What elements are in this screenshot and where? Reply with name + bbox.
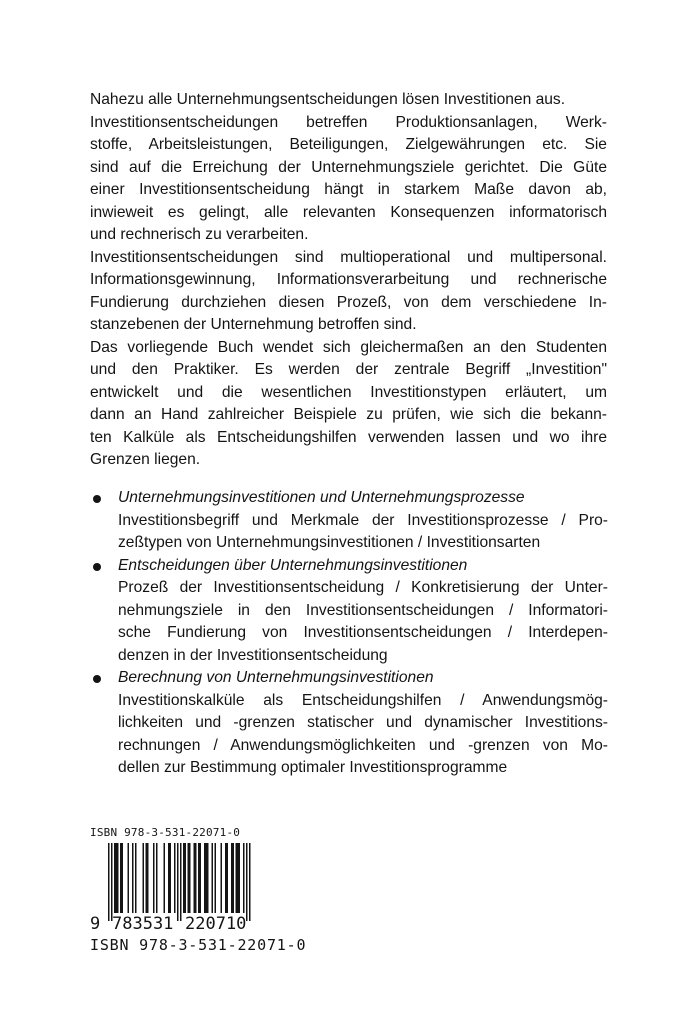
barcode-bar bbox=[177, 843, 179, 921]
barcode-bar bbox=[225, 843, 227, 913]
barcode-digits-group2: 220710 bbox=[185, 914, 247, 934]
barcode-bar bbox=[180, 843, 182, 921]
topic-line: zeßtypen von Unternehmungsinvestitionen / Investitionsarten bbox=[118, 534, 541, 551]
barcode-bar bbox=[246, 843, 248, 921]
barcode-bar bbox=[128, 843, 130, 913]
barcode-bar bbox=[114, 843, 116, 913]
barcode-block bbox=[90, 826, 290, 936]
list-item bbox=[90, 667, 608, 780]
barcode-bar bbox=[227, 843, 229, 913]
barcode-bar bbox=[221, 843, 223, 913]
barcode-bar bbox=[212, 843, 214, 913]
intro-line: einer Investitionsentscheidung hängt in starkem Maße davon ab, bbox=[90, 181, 607, 198]
topic-list bbox=[90, 487, 608, 780]
barcode-bar bbox=[156, 843, 158, 913]
topic-title: Entscheidungen über Unternehmungsinvestitionen bbox=[118, 556, 468, 574]
topic-line: Prozeß der Investitionsentscheidung / Konkretisierung der Unter- bbox=[118, 579, 608, 596]
barcode-digits-group1: 783531 bbox=[112, 914, 174, 934]
intro-line: dann an Hand zahlreicher Beispiele zu prüfen, wie sich die bekann- bbox=[90, 406, 607, 423]
barcode-bar bbox=[174, 843, 176, 913]
barcode-bar bbox=[117, 843, 119, 913]
barcode-bar bbox=[233, 843, 235, 913]
list-item bbox=[90, 487, 608, 555]
barcode-bar bbox=[200, 843, 202, 913]
barcode-bar bbox=[195, 843, 197, 913]
topic-line: lichkeiten und -grenzen statischer und dynamischer Investitions- bbox=[118, 714, 608, 731]
barcode-bar bbox=[185, 843, 187, 913]
topic-title: Berechnung von Unternehmungsinvestitionen bbox=[118, 669, 434, 686]
barcode-bar bbox=[108, 843, 110, 921]
barcode-bar bbox=[207, 843, 209, 913]
intro-line: und rechnerisch zu verarbeiten. bbox=[90, 226, 309, 243]
intro-line: Informationsgewinnung, Informationsverarbeitung und rechnerische bbox=[90, 271, 607, 288]
intro-line: und den Praktiker. Es werden der zentrale Begriff „Investition" bbox=[90, 361, 607, 378]
bullet-icon bbox=[93, 675, 101, 683]
barcode-bar bbox=[183, 843, 185, 913]
topic-line: nehmungsziele in den Investitionsentscheidungen / Informatori- bbox=[118, 601, 608, 619]
barcode-image bbox=[108, 843, 268, 923]
intro-line: Fundierung durchziehen diesen Prozeß, von dem verschiedene In- bbox=[90, 293, 607, 311]
barcode-bar bbox=[116, 843, 118, 913]
isbn-barcode-label: ISBN 978-3-531-22071-0 bbox=[90, 826, 241, 839]
intro-line: Das vorliegende Buch wendet sich gleichermaßen an den Studenten bbox=[90, 338, 607, 356]
barcode-bar bbox=[164, 843, 166, 913]
barcode-bar bbox=[111, 843, 113, 921]
list-item bbox=[90, 555, 608, 668]
topic-line: sche Fundierung von Investitionsentscheidungen / Interdepen- bbox=[118, 624, 608, 641]
barcode-bar bbox=[189, 843, 191, 913]
barcode-bar bbox=[237, 843, 239, 913]
barcode-bar bbox=[120, 843, 122, 913]
isbn-footer: ISBN 978-3-531-22071-0 bbox=[90, 936, 307, 954]
barcode-bar bbox=[135, 843, 137, 913]
barcode-bar bbox=[122, 843, 124, 913]
topic-line: Investitionsbegriff und Merkmale der Investitionsprozesse / Pro- bbox=[118, 511, 608, 529]
intro-line: ten Kalküle als Entscheidungshilfen verwenden lassen und wo ihre bbox=[90, 428, 607, 446]
bullet-icon bbox=[93, 495, 101, 503]
intro-line: entwickelt und die wesentlichen Investitionstypen erläutert, um bbox=[90, 383, 607, 401]
barcode-bar bbox=[231, 843, 233, 913]
barcode-bar bbox=[236, 843, 238, 913]
intro-line: Investitionsentscheidungen sind multioperational und multipersonal. bbox=[90, 248, 607, 266]
topic-line: denzen in der Investitionsentscheidung bbox=[118, 646, 388, 664]
barcode-bar bbox=[206, 843, 208, 913]
barcode-bar bbox=[153, 843, 155, 913]
intro-line: Nahezu alle Unternehmungsentscheidungen lösen Investitionen aus. bbox=[90, 91, 566, 108]
barcode-bar bbox=[143, 843, 145, 913]
intro-line: sind auf die Erreichung der Unternehmungsziele gerichtet. Die Güte bbox=[90, 158, 607, 176]
bullet-icon bbox=[93, 563, 101, 571]
barcode-bar bbox=[239, 843, 241, 913]
intro-line: Grenzen liegen. bbox=[90, 451, 201, 468]
intro-line: stanzebenen der Unternehmung betroffen sind. bbox=[90, 316, 417, 333]
barcode-bar bbox=[215, 843, 217, 913]
topic-line: dellen zur Bestimmung optimaler Investitionsprogramme bbox=[118, 759, 508, 776]
barcode-bar bbox=[243, 843, 245, 913]
topic-title: Unternehmungsinvestitionen und Unternehmungsprozesse bbox=[118, 489, 525, 506]
barcode-bar bbox=[147, 843, 149, 913]
barcode-bar bbox=[198, 843, 200, 913]
barcode-bar bbox=[132, 843, 134, 913]
barcode-bar bbox=[188, 843, 190, 913]
barcode-digit-first: 9 bbox=[90, 914, 101, 934]
barcode-bar bbox=[249, 843, 251, 921]
barcode-bar bbox=[194, 843, 196, 913]
topic-line: Investitionskalküle als Entscheidungshilfen / Anwendungsmög- bbox=[118, 691, 608, 709]
barcode-bar bbox=[170, 843, 172, 913]
intro-line: inwieweit es gelingt, alle relevanten Konsequenzen informatorisch bbox=[90, 203, 607, 221]
barcode-bar bbox=[204, 843, 206, 913]
barcode-bar bbox=[168, 843, 170, 913]
intro-text bbox=[90, 89, 607, 472]
barcode-bar bbox=[146, 843, 148, 913]
intro-line: Investitionsentscheidungen betreffen Produktionsanlagen, Werk- bbox=[90, 113, 607, 131]
intro-line: stoffe, Arbeitsleistungen, Beteiligungen, Zielgewährungen etc. Sie bbox=[90, 136, 607, 153]
topic-line: rechnungen / Anwendungsmöglichkeiten und -grenzen von Mo- bbox=[118, 736, 608, 754]
